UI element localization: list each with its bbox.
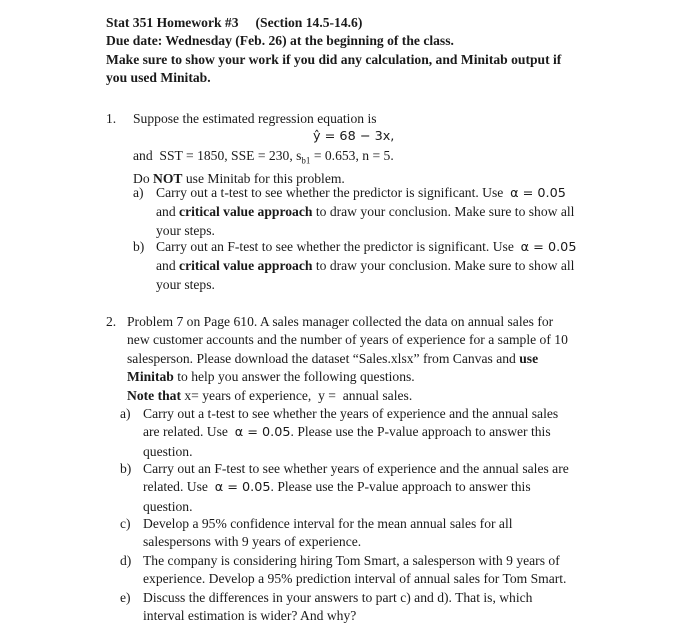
q1-note-pre: Do [133,170,154,186]
q1-b-line2-pre: and [156,258,180,274]
q2-note-post: x= years of experience, y = annual sales. [180,387,413,403]
q2-line4-post: to help you answer the following questions. [173,369,415,385]
question-2 [127,313,647,405]
q2-d-label: d) [120,553,132,568]
q1-a-line2-post: to draw your conclusion. Make sure to show all [312,204,575,220]
q2-b-line3: question. [143,498,193,514]
q1-given [133,147,653,170]
q1-given-text: and SST = 1850, SSE = 230, s [133,147,302,163]
q1-a-line2-pre: and [156,204,180,220]
q1-b-line1: Carry out an F-test to see whether the predictor is significant. Use [156,239,521,254]
q1-b-label: b) [133,239,145,254]
q2-a-line2-post: . Please use the P-value approach to answer this [290,424,551,440]
q2-line4-bold: Minitab [127,369,174,385]
q1-b-alpha: α = 0.05 [520,240,577,255]
q2-b-label: b) [120,461,132,476]
question-1 [133,110,653,188]
q2-note-bold: Note that [127,387,181,403]
header [106,14,666,88]
q2-d-line1: The company is considering hiring Tom Smart, a salesperson with 9 years of [143,553,560,568]
q2-e-label: e) [120,590,131,605]
q2-a-line2-pre: are related. Use [143,424,235,440]
header-due-date: Due date: Wednesday (Feb. 26) at the beginning of the class. [106,33,454,49]
q2-a-line3: question. [143,443,193,459]
q2-c-line1: Develop a 95% confidence interval for the mean annual sales for all [143,516,513,531]
q2-c-line2: salespersons with 9 years of experience. [143,534,362,550]
q2-a-line1: Carry out a t-test to see whether the years of experience and the annual sales [143,406,559,421]
q1-given-subscript: b1 [301,155,311,166]
q2-line3-bold: use [519,350,539,366]
q2-number: 2. [106,314,117,329]
q1-number: 1. [106,111,117,126]
q2-b-line2-post: . Please use the P-value approach to answer this [270,479,531,495]
header-instruction-line2: you used Minitab. [106,70,211,86]
q1-a-line1: Carry out a t-test to see whether the predictor is significant. Use [156,185,511,200]
header-title: Stat 351 Homework #3 (Section 14.5-14.6) [106,15,363,30]
q1-a-label: a) [133,185,144,200]
q1-b-line2-bold: critical value approach [179,258,313,274]
q1-given-tail: = 0.653, n = 5. [310,147,394,163]
q1-note-post: use Minitab for this problem. [182,170,345,186]
q2-line2: new customer accounts and the number of years of experience for a sample of 10 [127,332,568,348]
q2-b-line1: Carry out an F-test to see whether years of experience and the annual sales are [143,461,569,476]
q2-e-line2: interval estimation is wider? And why? [143,608,357,624]
q2-a-alpha: α = 0.05 [234,425,291,441]
header-instruction-line1: Make sure to show your work if you did any calculation, and Minitab output if [106,51,562,67]
q2-line3-pre: salesperson. Please download the dataset “Sales.xlsx” from Canvas and [127,350,520,366]
q2-b-line2-pre: related. Use [143,479,215,495]
q1-a-alpha: α = 0.05 [510,186,566,201]
q2-b-alpha: α = 0.05 [214,480,271,496]
q1-a-line3: your steps. [156,222,215,238]
q1-b-line2-post: to draw your conclusion. Make sure to show all [312,258,575,274]
q2-line1: Problem 7 on Page 610. A sales manager collected the data on annual sales for [127,314,554,329]
q1-equation: ŷ = 68 − 3x, [313,129,395,145]
q2-a-label: a) [120,406,131,421]
q1-a-line2-bold: critical value approach [179,204,313,220]
q1-note-bold: NOT [153,170,183,186]
q2-d-line2: experience. Develop a 95% prediction interval of annual sales for Tom Smart. [143,571,567,587]
q1-b-line3: your steps. [156,276,215,292]
q2-c-label: c) [120,516,131,531]
q1-intro: Suppose the estimated regression equation is [133,111,377,126]
q2-e-line1: Discuss the differences in your answers to part c) and d). That is, which [143,590,533,605]
